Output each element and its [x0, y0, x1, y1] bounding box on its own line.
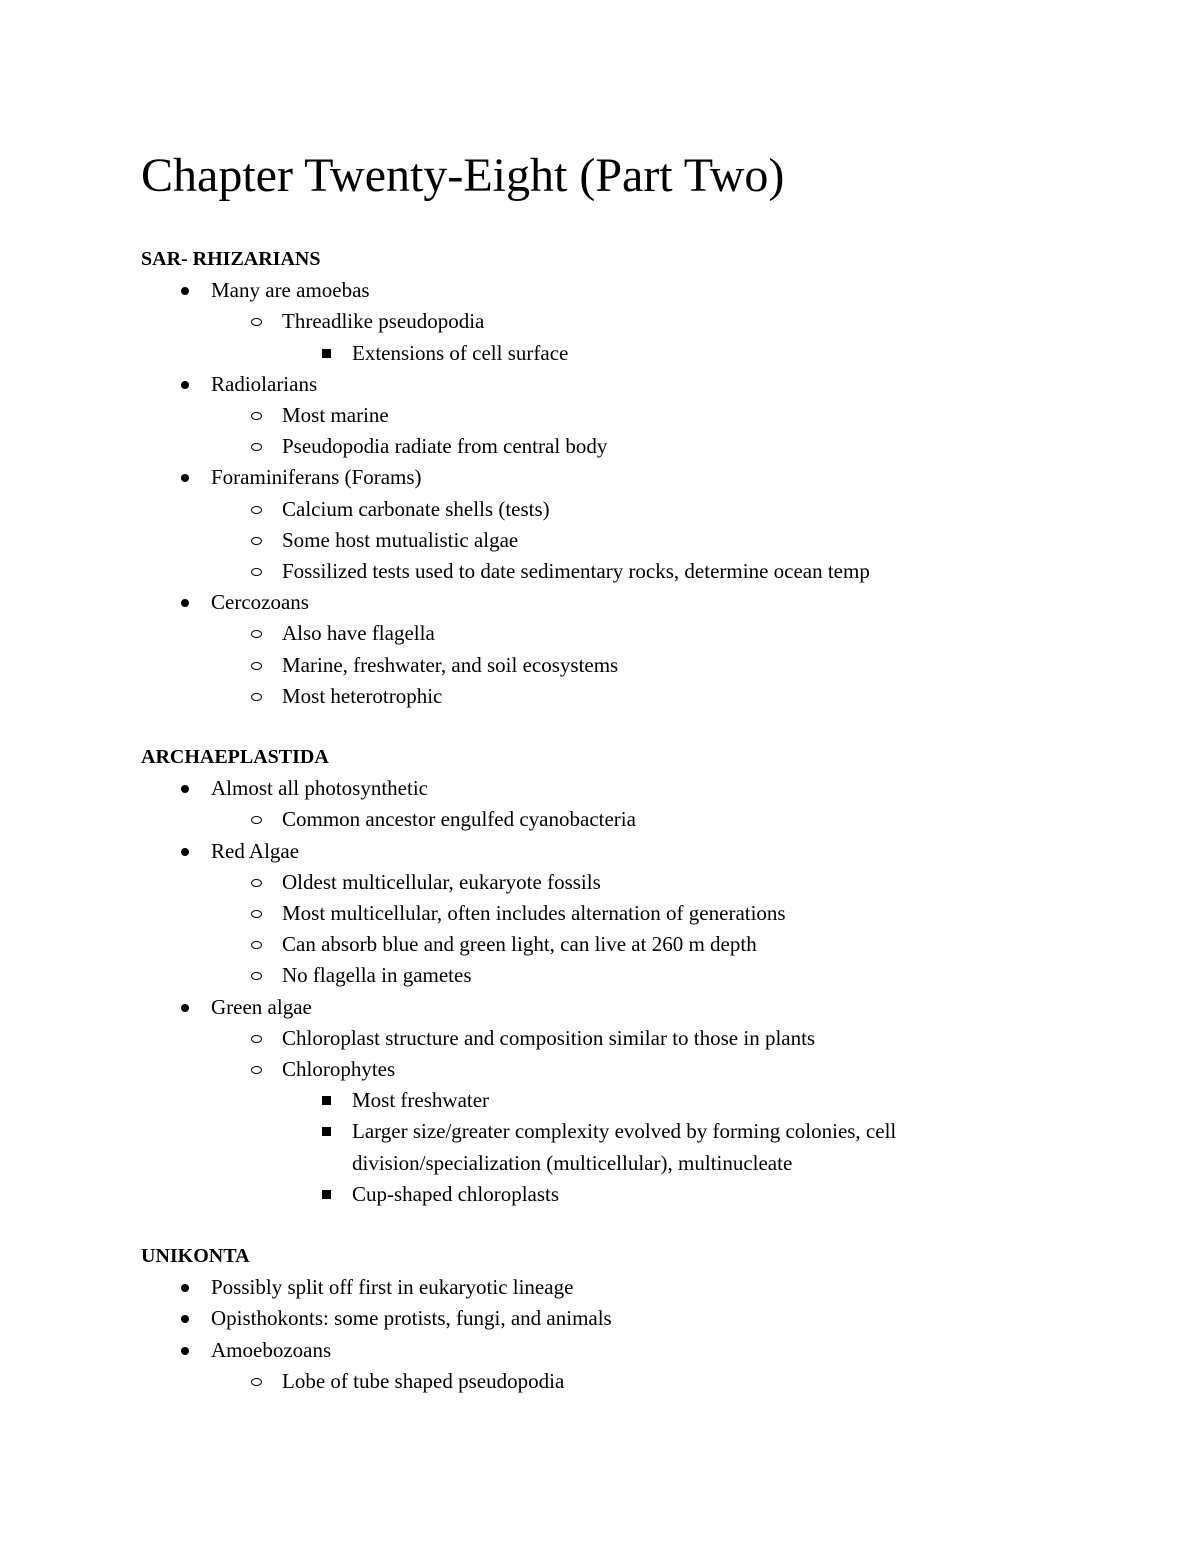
bullet-mark-icon [251, 1066, 262, 1074]
bullet-dot-icon [177, 1303, 193, 1334]
bullet-mark-icon [251, 506, 262, 514]
bullet-square-icon [318, 1116, 334, 1147]
bullet-mark-icon [251, 630, 262, 638]
bullet-square-icon [318, 338, 334, 369]
bullet-mark-icon [251, 941, 262, 949]
bullet-mark-icon [322, 1127, 331, 1136]
bullet-mark-icon [181, 287, 189, 295]
bullet-mark-icon [322, 1096, 331, 1105]
bullet-dot-icon [177, 836, 193, 867]
bullet-dot-icon [177, 1272, 193, 1303]
bullet-circle-icon [248, 681, 264, 712]
list-item: Also have flagella [282, 621, 435, 645]
list-item: Common ancestor engulfed cyanobacteria [282, 807, 636, 831]
bullet-circle-icon [248, 804, 264, 835]
bullet-mark-icon [181, 599, 189, 607]
bullet-mark-icon [251, 662, 262, 670]
bullet-mark-icon [181, 381, 189, 389]
bullet-circle-icon [248, 494, 264, 525]
bullet-mark-icon [251, 412, 262, 420]
bullet-mark-icon [181, 474, 189, 482]
bullet-mark-icon [251, 318, 262, 326]
list-item: Larger size/greater complexity evolved by forming colonies, cell [352, 1119, 897, 1143]
list-item: Can absorb blue and green light, can live at 260 m depth [282, 932, 757, 956]
bullet-circle-icon [248, 306, 264, 337]
list-item: division/specialization (multicellular), multinucleate [352, 1151, 793, 1175]
list-item: Extensions of cell surface [352, 341, 569, 365]
bullet-circle-icon [248, 556, 264, 587]
list-item: Cercozoans [211, 590, 309, 614]
bullet-dot-icon [177, 462, 193, 493]
bullet-circle-icon [248, 960, 264, 991]
bullet-dot-icon [177, 992, 193, 1023]
bullet-dot-icon [177, 369, 193, 400]
section-heading: ARCHAEPLASTIDA [141, 746, 329, 768]
list-item: Green algae [211, 995, 312, 1019]
bullet-mark-icon [251, 568, 262, 576]
list-item: Most multicellular, often includes alternation of generations [282, 901, 786, 925]
list-item: Fossilized tests used to date sedimentary rocks, determine ocean temp [282, 559, 870, 583]
list-item: Calcium carbonate shells (tests) [282, 497, 550, 521]
list-item: Opisthokonts: some protists, fungi, and animals [211, 1306, 612, 1330]
bullet-mark-icon [251, 1378, 262, 1386]
bullet-mark-icon [251, 816, 262, 824]
section-heading: SAR- RHIZARIANS [141, 248, 321, 270]
bullet-circle-icon [248, 867, 264, 898]
bullet-mark-icon [251, 910, 262, 918]
bullet-circle-icon [248, 400, 264, 431]
list-item: Almost all photosynthetic [211, 776, 428, 800]
bullet-mark-icon [181, 1284, 189, 1292]
bullet-mark-icon [181, 1315, 189, 1323]
list-item: Threadlike pseudopodia [282, 309, 485, 333]
bullet-circle-icon [248, 1366, 264, 1397]
bullet-circle-icon [248, 1054, 264, 1085]
list-item: Lobe of tube shaped pseudopodia [282, 1369, 565, 1393]
list-item: Possibly split off first in eukaryotic lineage [211, 1275, 574, 1299]
section-heading: UNIKONTA [141, 1245, 250, 1267]
bullet-dot-icon [177, 275, 193, 306]
bullet-mark-icon [322, 349, 331, 358]
list-item: Foraminiferans (Forams) [211, 465, 422, 489]
bullet-circle-icon [248, 525, 264, 556]
bullet-dot-icon [177, 773, 193, 804]
list-item: Chloroplast structure and composition similar to those in plants [282, 1026, 816, 1050]
list-item: Marine, freshwater, and soil ecosystems [282, 653, 619, 677]
list-item: Some host mutualistic algae [282, 528, 519, 552]
list-item: Red Algae [211, 839, 300, 863]
list-item: Cup-shaped chloroplasts [352, 1182, 560, 1206]
bullet-circle-icon [248, 431, 264, 462]
bullet-mark-icon [251, 972, 262, 980]
list-item: Oldest multicellular, eukaryote fossils [282, 870, 601, 894]
bullet-circle-icon [248, 1023, 264, 1054]
list-item: Amoebozoans [211, 1338, 332, 1362]
bullet-mark-icon [251, 443, 262, 451]
bullet-circle-icon [248, 618, 264, 649]
bullet-mark-icon [181, 1004, 189, 1012]
list-item: Many are amoebas [211, 278, 370, 302]
bullet-mark-icon [251, 537, 262, 545]
bullet-mark-icon [181, 848, 189, 856]
bullet-mark-icon [181, 785, 189, 793]
bullet-mark-icon [322, 1190, 331, 1199]
list-item: Most freshwater [352, 1088, 490, 1112]
bullet-square-icon [318, 1179, 334, 1210]
bullet-square-icon [318, 1085, 334, 1116]
bullet-circle-icon [248, 929, 264, 960]
bullet-mark-icon [251, 693, 262, 701]
bullet-circle-icon [248, 650, 264, 681]
bullet-mark-icon [251, 1035, 262, 1043]
list-item: Most heterotrophic [282, 684, 443, 708]
bullet-dot-icon [177, 587, 193, 618]
list-item: Chlorophytes [282, 1057, 396, 1081]
bullet-mark-icon [181, 1347, 189, 1355]
list-item: Radiolarians [211, 372, 318, 396]
bullet-dot-icon [177, 1335, 193, 1366]
bullet-circle-icon [248, 898, 264, 929]
page-title: Chapter Twenty-Eight (Part Two) [141, 149, 785, 202]
list-item: Pseudopodia radiate from central body [282, 434, 608, 458]
bullet-mark-icon [251, 879, 262, 887]
list-item: No flagella in gametes [282, 963, 472, 987]
list-item: Most marine [282, 403, 389, 427]
